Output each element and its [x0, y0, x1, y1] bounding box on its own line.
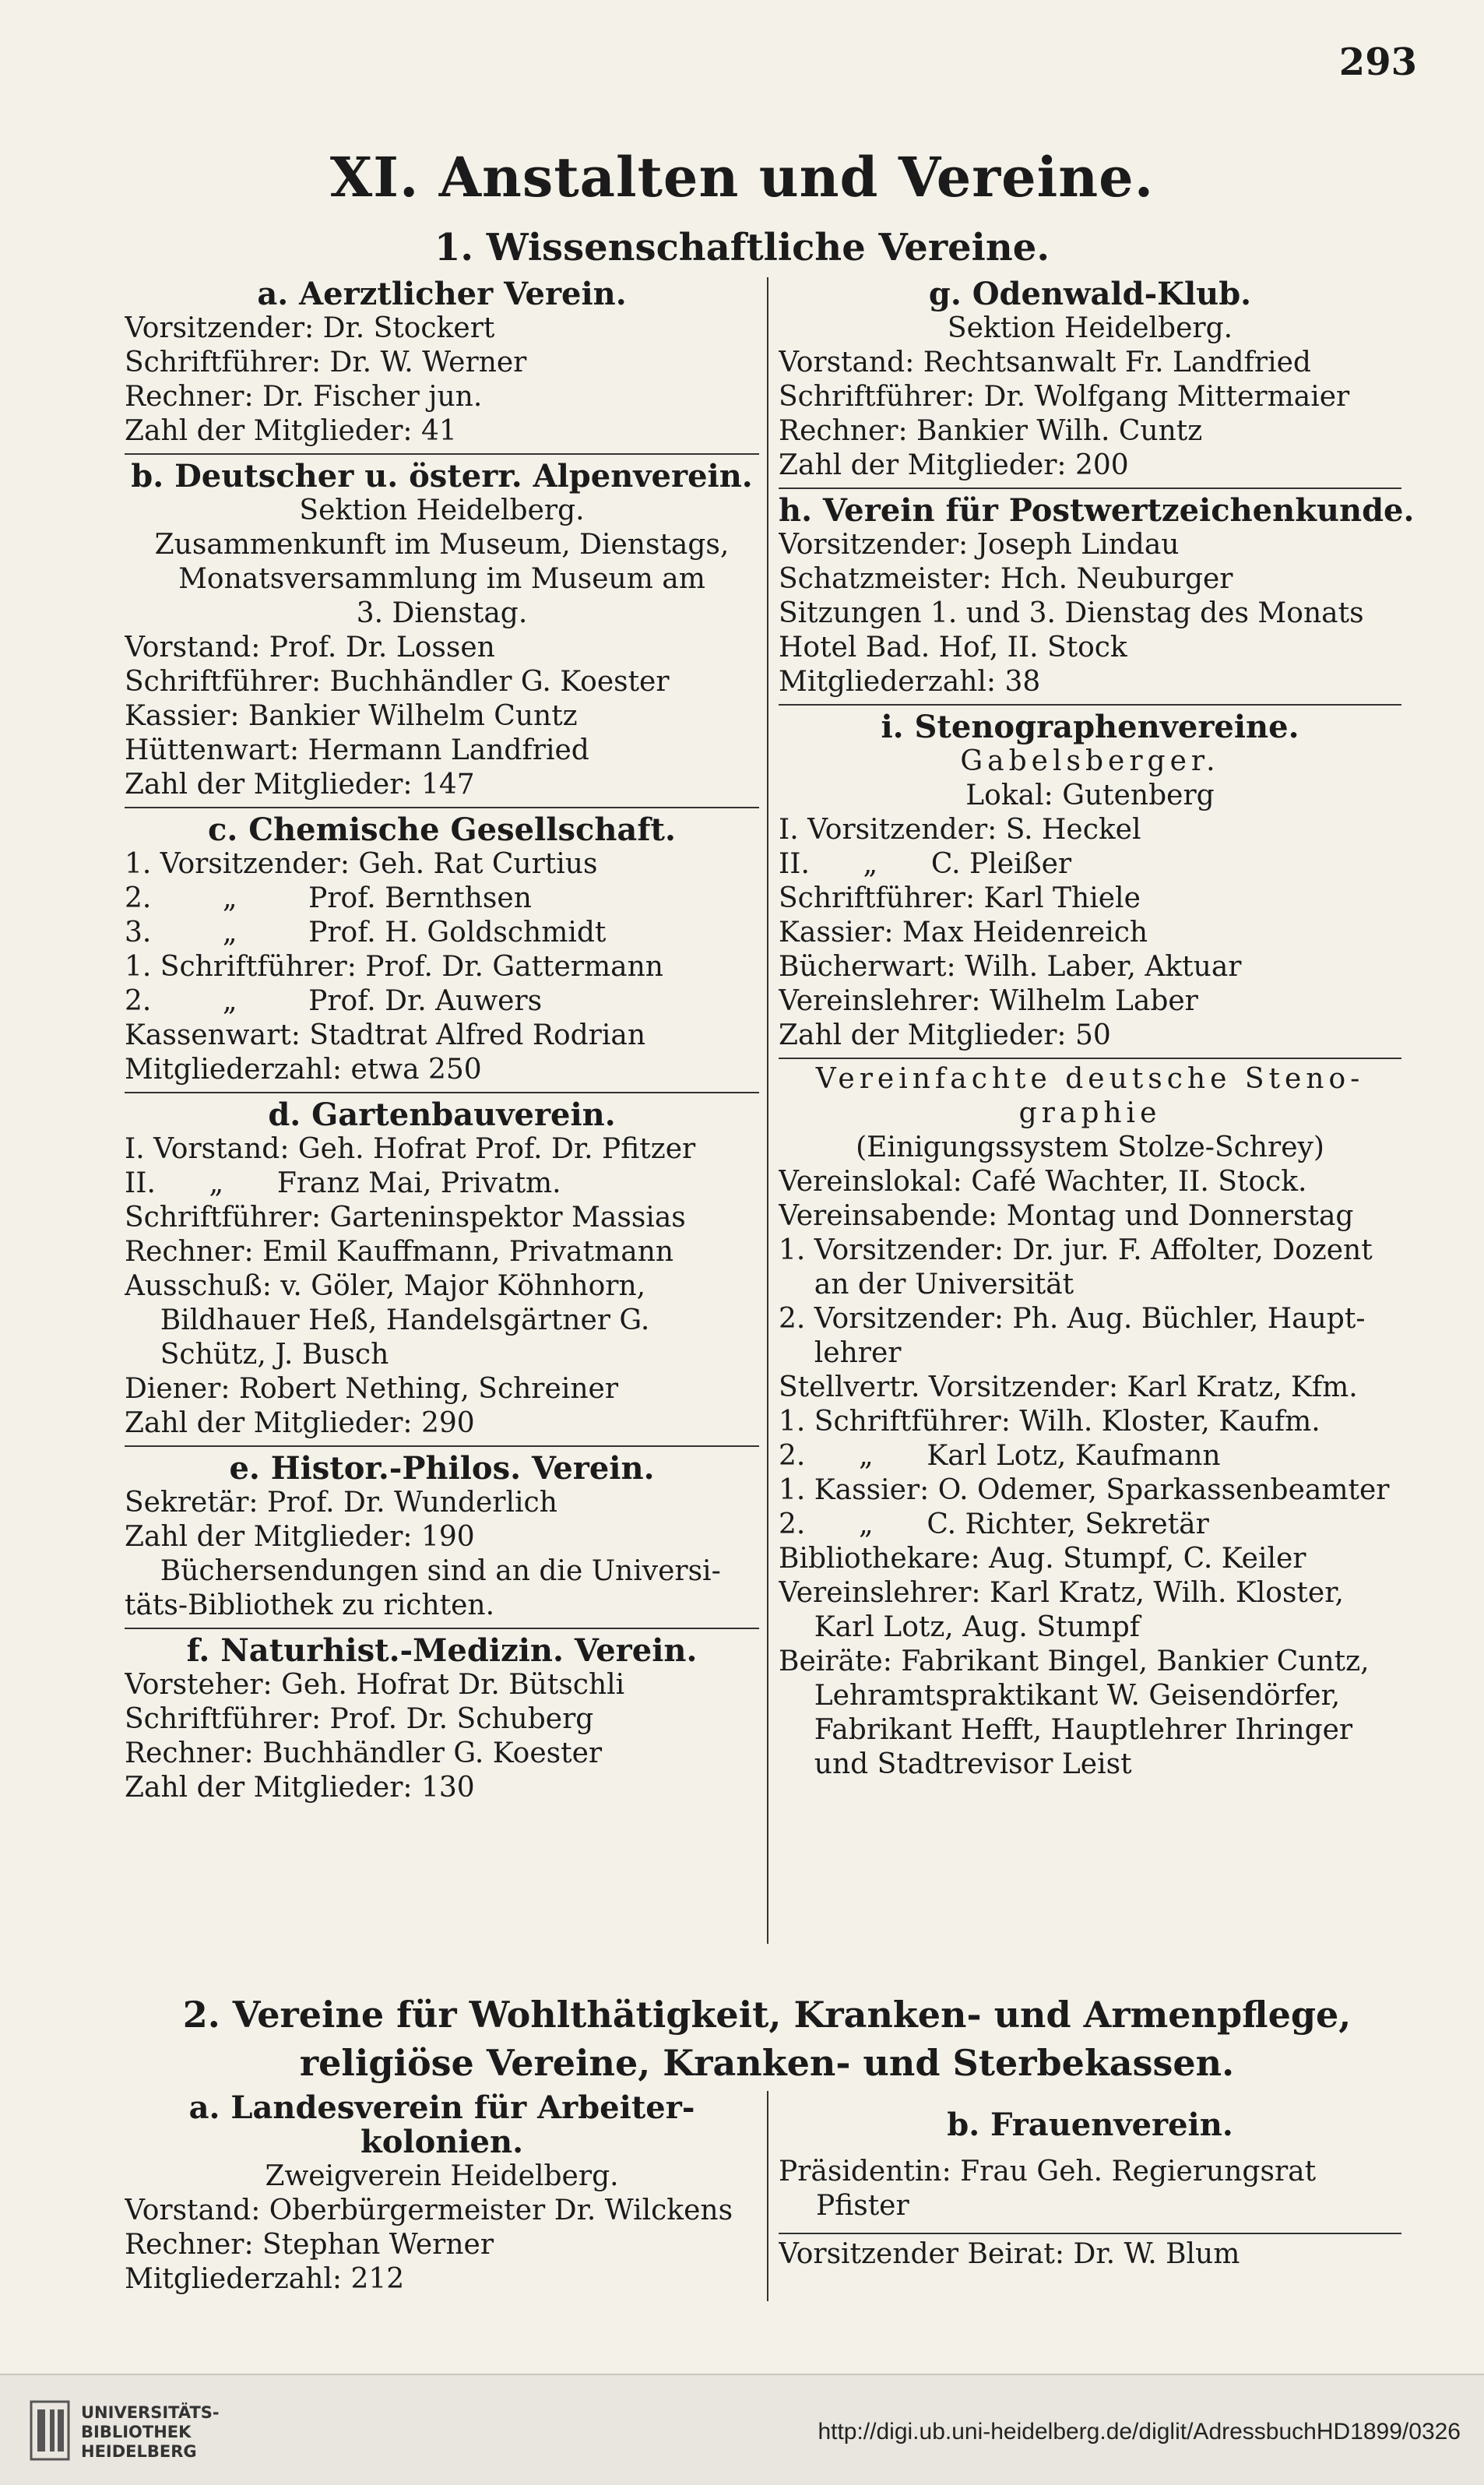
entry-line: Beiräte: Fabrikant Bingel, Bankier Cuntz,: [779, 1646, 1370, 1677]
entry-line: Vereinslehrer: Wilhelm Laber: [779, 985, 1198, 1017]
library-logo-icon: [30, 2400, 70, 2461]
entry-line: Schriftführer: Prof. Dr. Schuberg: [125, 1703, 594, 1735]
section-divider: [125, 1092, 759, 1093]
entry-line: Zahl der Mitglieder: 130: [125, 1772, 475, 1804]
entry-line: Rechner: Bankier Wilh. Cuntz: [779, 415, 1203, 447]
section-note: Zweigverein Heidelberg.: [265, 2160, 619, 2192]
section-note: Vereinfachte deutsche Steno-: [815, 1063, 1365, 1095]
entry-line: Lehramtspraktikant W. Geisendörfer,: [779, 1680, 1341, 1712]
section2-title: 2. Vereine für Wohlthätigkeit, Kranken- und Armenpflege, religiöse Vereine, Kranken- und Sterbekassen.: [182, 1994, 1352, 2084]
section-subtitle: 1. Wissenschaftliche Vereine.: [434, 226, 1050, 269]
entry-line: I. Vorsitzender: S. Heckel: [779, 814, 1141, 846]
entry-line: Schriftführer: Buchhändler G. Koester: [125, 666, 670, 698]
entry-line: an der Universität: [779, 1269, 1074, 1301]
entry-line: Zahl der Mitglieder: 190: [125, 1521, 475, 1553]
entry-line: Schütz, J. Busch: [125, 1339, 389, 1371]
section-divider: [779, 704, 1401, 706]
column-divider-2: [767, 2091, 768, 2301]
section-heading: b. Frauenverein.: [947, 2107, 1233, 2143]
right-column: [779, 276, 1415, 1782]
page-number: 293: [1338, 40, 1417, 84]
section-heading: a. Aerztlicher Verein.: [257, 276, 627, 312]
section2-right-column: [779, 2091, 1401, 2272]
page-title: XI. Anstalten und Vereine.: [329, 145, 1155, 209]
entry-line: Schriftführer: Karl Thiele: [779, 882, 1141, 914]
entry-line: täts-Bibliothek zu richten.: [125, 1589, 495, 1621]
section-divider: [779, 1058, 1401, 1059]
section-note: Gabelsberger.: [960, 745, 1220, 777]
section-divider: [779, 2233, 1401, 2234]
entry-line: Schriftführer: Dr. W. Werner: [125, 347, 527, 378]
entry-line: 2. Vorsitzender: Ph. Aug. Büchler, Haupt-: [779, 1303, 1366, 1335]
section-divider: [125, 807, 759, 808]
section-divider: [779, 487, 1401, 489]
section-note: 3. Dienstag.: [356, 597, 528, 629]
section-divider: [125, 1628, 759, 1629]
section-heading: e. Histor.-Philos. Verein.: [229, 1450, 655, 1487]
section-note: graphie: [1018, 1097, 1162, 1129]
section-heading: i. Stenographenvereine.: [881, 709, 1299, 745]
entry-line: Vereinsabende: Montag und Donnerstag: [779, 1200, 1354, 1232]
entry-line: Vereinslehrer: Karl Kratz, Wilh. Kloster,: [779, 1577, 1344, 1609]
entry-line: 3. „ Prof. H. Goldschmidt: [125, 917, 607, 949]
entry-line: 2. „ C. Richter, Sekretär: [779, 1508, 1209, 1540]
entry-line: Schatzmeister: Hch. Neuburger: [779, 563, 1233, 595]
entry-line: Zahl der Mitglieder: 290: [125, 1407, 475, 1439]
entry-line: 1. Schriftführer: Wilh. Kloster, Kaufm.: [779, 1406, 1320, 1438]
entry-line: Diener: Robert Nething, Schreiner: [125, 1373, 619, 1405]
entry-line: 2. „ Karl Lotz, Kaufmann: [779, 1440, 1221, 1472]
entry-line: Pfister: [816, 2190, 909, 2222]
source-url-link[interactable]: http://digi.ub.uni-heidelberg.de/diglit/AdressbuchHD1899/0326: [818, 2419, 1461, 2445]
section-note: Sektion Heidelberg.: [299, 495, 585, 526]
section-divider: [125, 1445, 759, 1447]
section-note: Sektion Heidelberg.: [947, 312, 1233, 344]
section-heading: b. Deutscher u. österr. Alpenverein.: [131, 458, 753, 495]
section-note: Monatsversammlung im Museum am: [178, 563, 705, 595]
entry-line: Präsidentin: Frau Geh. Regierungsrat: [779, 2156, 1317, 2188]
logo-line: HEIDELBERG: [81, 2442, 197, 2461]
entry-line: 2. „ Prof. Bernthsen: [125, 882, 532, 914]
entry-line: Fabrikant Hefft, Hauptlehrer Ihringer: [779, 1714, 1353, 1746]
entry-line: Stellvertr. Vorsitzender: Karl Kratz, Kfm.: [779, 1371, 1358, 1403]
entry-line: Schriftführer: Garteninspektor Massias: [125, 1202, 686, 1234]
left-column: [125, 277, 759, 1805]
section2-left-column: [125, 2091, 759, 2297]
entry-line: Vorstand: Prof. Dr. Lossen: [125, 632, 495, 663]
entry-line: Hotel Bad. Hof, II. Stock: [779, 632, 1127, 663]
section-heading: h. Verein für Postwertzeichenkunde.: [779, 492, 1415, 529]
entry-line: 2. „ Prof. Dr. Auwers: [125, 985, 543, 1017]
entry-line: Bildhauer Heß, Handelsgärtner G.: [125, 1304, 650, 1336]
section-heading: g. Odenwald-Klub.: [928, 276, 1252, 312]
entry-line: 1. Vorsitzender: Dr. jur. F. Affolter, Dozent: [779, 1234, 1373, 1266]
entry-line: Sitzungen 1. und 3. Dienstag des Monats: [779, 597, 1364, 629]
entry-line: Hüttenwart: Hermann Landfried: [125, 734, 589, 766]
entry-line: 1. Vorsitzender: Geh. Rat Curtius: [125, 848, 598, 880]
entry-line: Kassenwart: Stadtrat Alfred Rodrian: [125, 1019, 646, 1051]
section-heading: d. Gartenbauverein.: [268, 1096, 616, 1133]
entry-line: Mitgliederzahl: etwa 250: [125, 1054, 482, 1086]
entry-line: Büchersendungen sind an die Universi-: [125, 1555, 721, 1587]
entry-line: Mitgliederzahl: 38: [779, 666, 1041, 698]
entry-line: Sekretär: Prof. Dr. Wunderlich: [125, 1487, 557, 1519]
entry-line: Vorsitzender: Dr. Stockert: [125, 312, 495, 344]
section-note: (Einigungssystem Stolze-Schrey): [856, 1132, 1324, 1163]
entry-line: Vorsitzender Beirat: Dr. W. Blum: [779, 2238, 1240, 2270]
entry-line: II. „ C. Pleißer: [779, 848, 1072, 880]
entry-line: lehrer: [779, 1337, 902, 1369]
entry-line: Rechner: Emil Kauffmann, Privatmann: [125, 1236, 674, 1268]
entry-line: 1. Schriftführer: Prof. Dr. Gattermann: [125, 951, 663, 983]
entry-line: und Stadtrevisor Leist: [779, 1748, 1132, 1780]
entry-line: II. „ Franz Mai, Privatm.: [125, 1167, 561, 1199]
section-divider: [125, 453, 759, 455]
footer-bar: [0, 2374, 1484, 2485]
entry-line: Karl Lotz, Aug. Stumpf: [779, 1611, 1141, 1643]
entry-line: Zahl der Mitglieder: 200: [779, 449, 1129, 481]
entry-line: Bücherwart: Wilh. Laber, Aktuar: [779, 951, 1242, 983]
entry-line: 1. Kassier: O. Odemer, Sparkassenbeamter: [779, 1474, 1390, 1506]
entry-line: Mitgliederzahl: 212: [125, 2263, 405, 2295]
entry-line: Vereinslokal: Café Wachter, II. Stock.: [779, 1166, 1307, 1198]
section-note: Lokal: Gutenberg: [965, 780, 1215, 811]
entry-line: Rechner: Stephan Werner: [125, 2229, 494, 2261]
entry-line: Kassier: Max Heidenreich: [779, 917, 1148, 949]
entry-line: Vorsteher: Geh. Hofrat Dr. Bütschli: [125, 1669, 625, 1701]
entry-line: Kassier: Bankier Wilhelm Cuntz: [125, 700, 578, 732]
column-divider: [767, 277, 768, 1944]
entry-line: Vorstand: Oberbürgermeister Dr. Wilckens: [125, 2195, 733, 2226]
entry-line: I. Vorstand: Geh. Hofrat Prof. Dr. Pfitzer: [125, 1133, 696, 1165]
entry-line: Vorsitzender: Joseph Lindau: [779, 529, 1180, 561]
entry-line: Zahl der Mitglieder: 50: [779, 1019, 1111, 1051]
section-heading-cont: kolonien.: [360, 2124, 523, 2160]
entry-line: Zahl der Mitglieder: 41: [125, 415, 457, 447]
section-heading: f. Naturhist.-Medizin. Verein.: [186, 1632, 698, 1669]
entry-line: Bibliothekare: Aug. Stumpf, C. Keiler: [779, 1543, 1306, 1575]
entry-line: Rechner: Buchhändler G. Koester: [125, 1737, 603, 1769]
logo-line: BIBLIOTHEK: [81, 2423, 192, 2441]
logo-line: UNIVERSITÄTS-: [81, 2403, 220, 2422]
entry-line: Zahl der Mitglieder: 147: [125, 769, 475, 801]
section-note: Zusammenkunft im Museum, Dienstags,: [154, 529, 730, 561]
section-heading: a. Landesverein für Arbeiter-: [188, 2089, 695, 2126]
library-logo-text: [81, 2403, 220, 2462]
entry-line: Ausschuß: v. Göler, Major Köhnhorn,: [125, 1270, 646, 1302]
section-heading: c. Chemische Gesellschaft.: [208, 811, 676, 848]
entry-line: Schriftführer: Dr. Wolfgang Mittermaier: [779, 381, 1350, 413]
entry-line: Vorstand: Rechtsanwalt Fr. Landfried: [779, 347, 1311, 378]
entry-line: Rechner: Dr. Fischer jun.: [125, 381, 483, 413]
